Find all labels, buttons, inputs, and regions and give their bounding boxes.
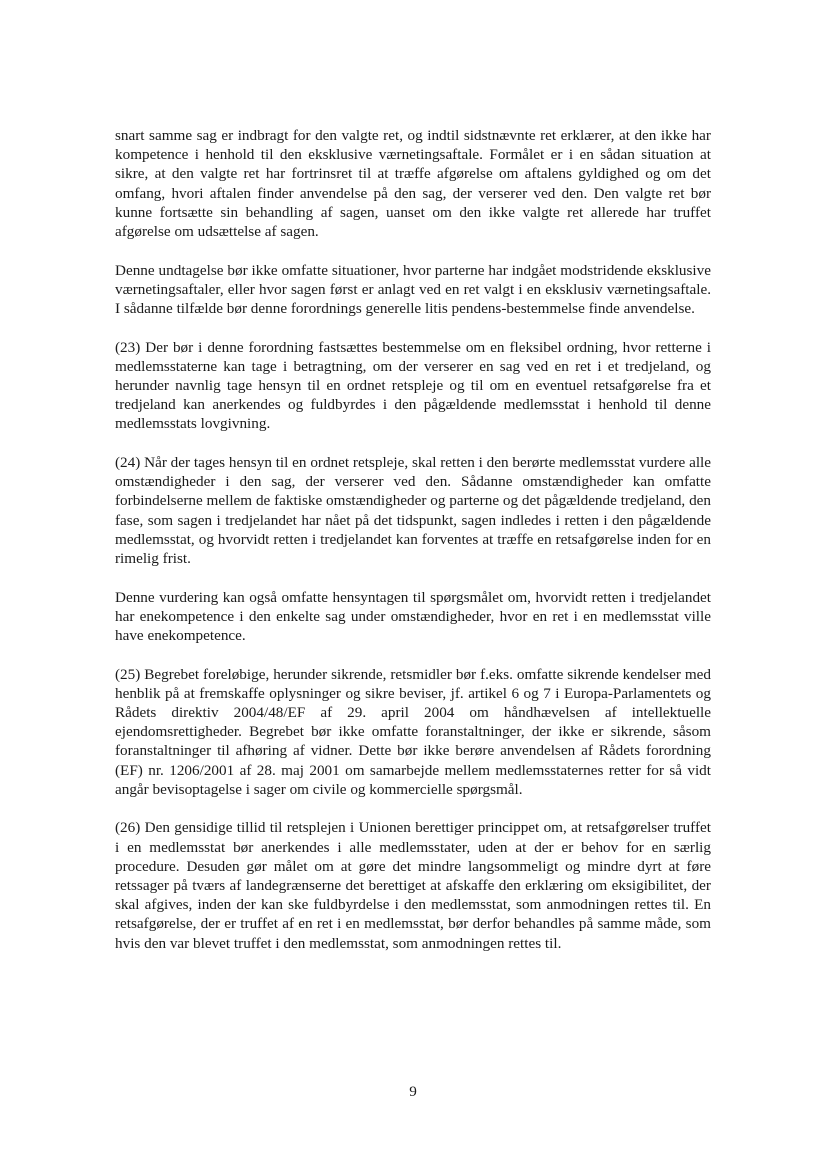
paragraph-23: (23) Der bør i denne forordning fastsættes bestemmelse om en fleksibel ordning, hvor retterne i medlemsstaterne kan tage i betragtning, om der verserer en sag ved en ret i et tredjeland, og herunder navnlig tage hensyn til en ordnet retspleje og til om en eventuel retsafgørelse fra et tredjeland kan anerkendes og fuldbyrdes i den pågældende medlemsstat i henhold til denne medlemsstats lovgivning. bbox=[115, 338, 711, 433]
paragraph-assessment: Denne vurdering kan også omfatte hensyntagen til spørgsmålet om, hvorvidt retten i tredjelandet har enekompetence i den enkelte sag under omstændigheder, hvor en ret i en medlemsstat ville have enekompetence. bbox=[115, 588, 711, 645]
paragraph-exception: Denne undtagelse bør ikke omfatte situationer, hvor parterne har indgået modstridende eksklusive værnetingsaftaler, eller hvor sagen først er anlagt ved en ret valgt i en eksklusiv værnetingsaftale. I sådanne tilfælde bør denne forordnings generelle litis pendens-bestemmelse finde anvendelse. bbox=[115, 261, 711, 318]
paragraph-26: (26) Den gensidige tillid til retsplejen i Unionen berettiger princippet om, at retsafgørelser truffet i en medlemsstat bør anerkendes i alle medlemsstater, uden at der er behov for en særlig procedure. Desuden gør målet om at gøre det mindre langsommeligt og mindre dyrt at føre retssager på tværs af landegrænserne det berettiget at afskaffe den erklæring om eksigibilitet, der skal afgives, inden der kan ske fuldbyrdelse i den medlemsstat, som anmodningen rettes til. En retsafgørelse, der er truffet af en ret i en medlemsstat, bør derfor behandles på samme måde, som hvis den var blevet truffet i den medlemsstat, som anmodningen rettes til. bbox=[115, 819, 711, 952]
page-number: 9 bbox=[409, 1083, 417, 1100]
paragraph-25: (25) Begrebet foreløbige, herunder sikrende, retsmidler bør f.eks. omfatte sikrende kendelser med henblik på at fremskaffe oplysninger og sikre beviser, jf. artikel 6 og 7 i Europa-Parlamentets og Rådets direktiv 2004/48/EF af 29. april 2004 om håndhævelsen af intellektuelle ejendomsrettigheder. Begrebet bør ikke omfatte foranstaltninger, der ikke er sikrende, såsom foranstaltninger til afhøring af vidner. Dette bør ikke berøre anvendelsen af Rådets forordning (EF) nr. 1206/2001 af 28. maj 2001 om samarbejde mellem medlemsstaternes retter for så vidt angår bevisoptagelse i sager om civile og kommercielle spørgsmål. bbox=[115, 665, 711, 798]
paragraph-24: (24) Når der tages hensyn til en ordnet retspleje, skal retten i den berørte medlemsstat vurdere alle omstændigheder i den sag, der verserer ved den. Sådanne omstændigheder kan omfatte forbindelserne mellem de faktiske omstændigheder og parterne og det pågældende tredjeland, den fase, som sagen i tredjelandet har nået på det tidspunkt, sagen indledes i retten i den pågældende medlemsstat, og hvorvidt retten i tredjelandet kan forventes at træffe en retsafgørelse inden for en rimelig frist. bbox=[115, 454, 711, 568]
document-body bbox=[115, 126, 711, 972]
paragraph-continuation: snart samme sag er indbragt for den valgte ret, og indtil sidstnævnte ret erklærer, at den ikke har kompetence i henhold til den eksklusive værnetingsaftale. Formålet er i en sådan situation at sikre, at den valgte ret har fortrinsret til at træffe afgørelse om aftalens gyldighed og om det omfang, hvori aftalen finder anvendelse på den sag, der verserer ved den. Den valgte ret bør kunne fortsætte sin behandling af sagen, uanset om den ikke valgte ret allerede har truffet afgørelse om udsættelse af sagen. bbox=[115, 127, 711, 241]
